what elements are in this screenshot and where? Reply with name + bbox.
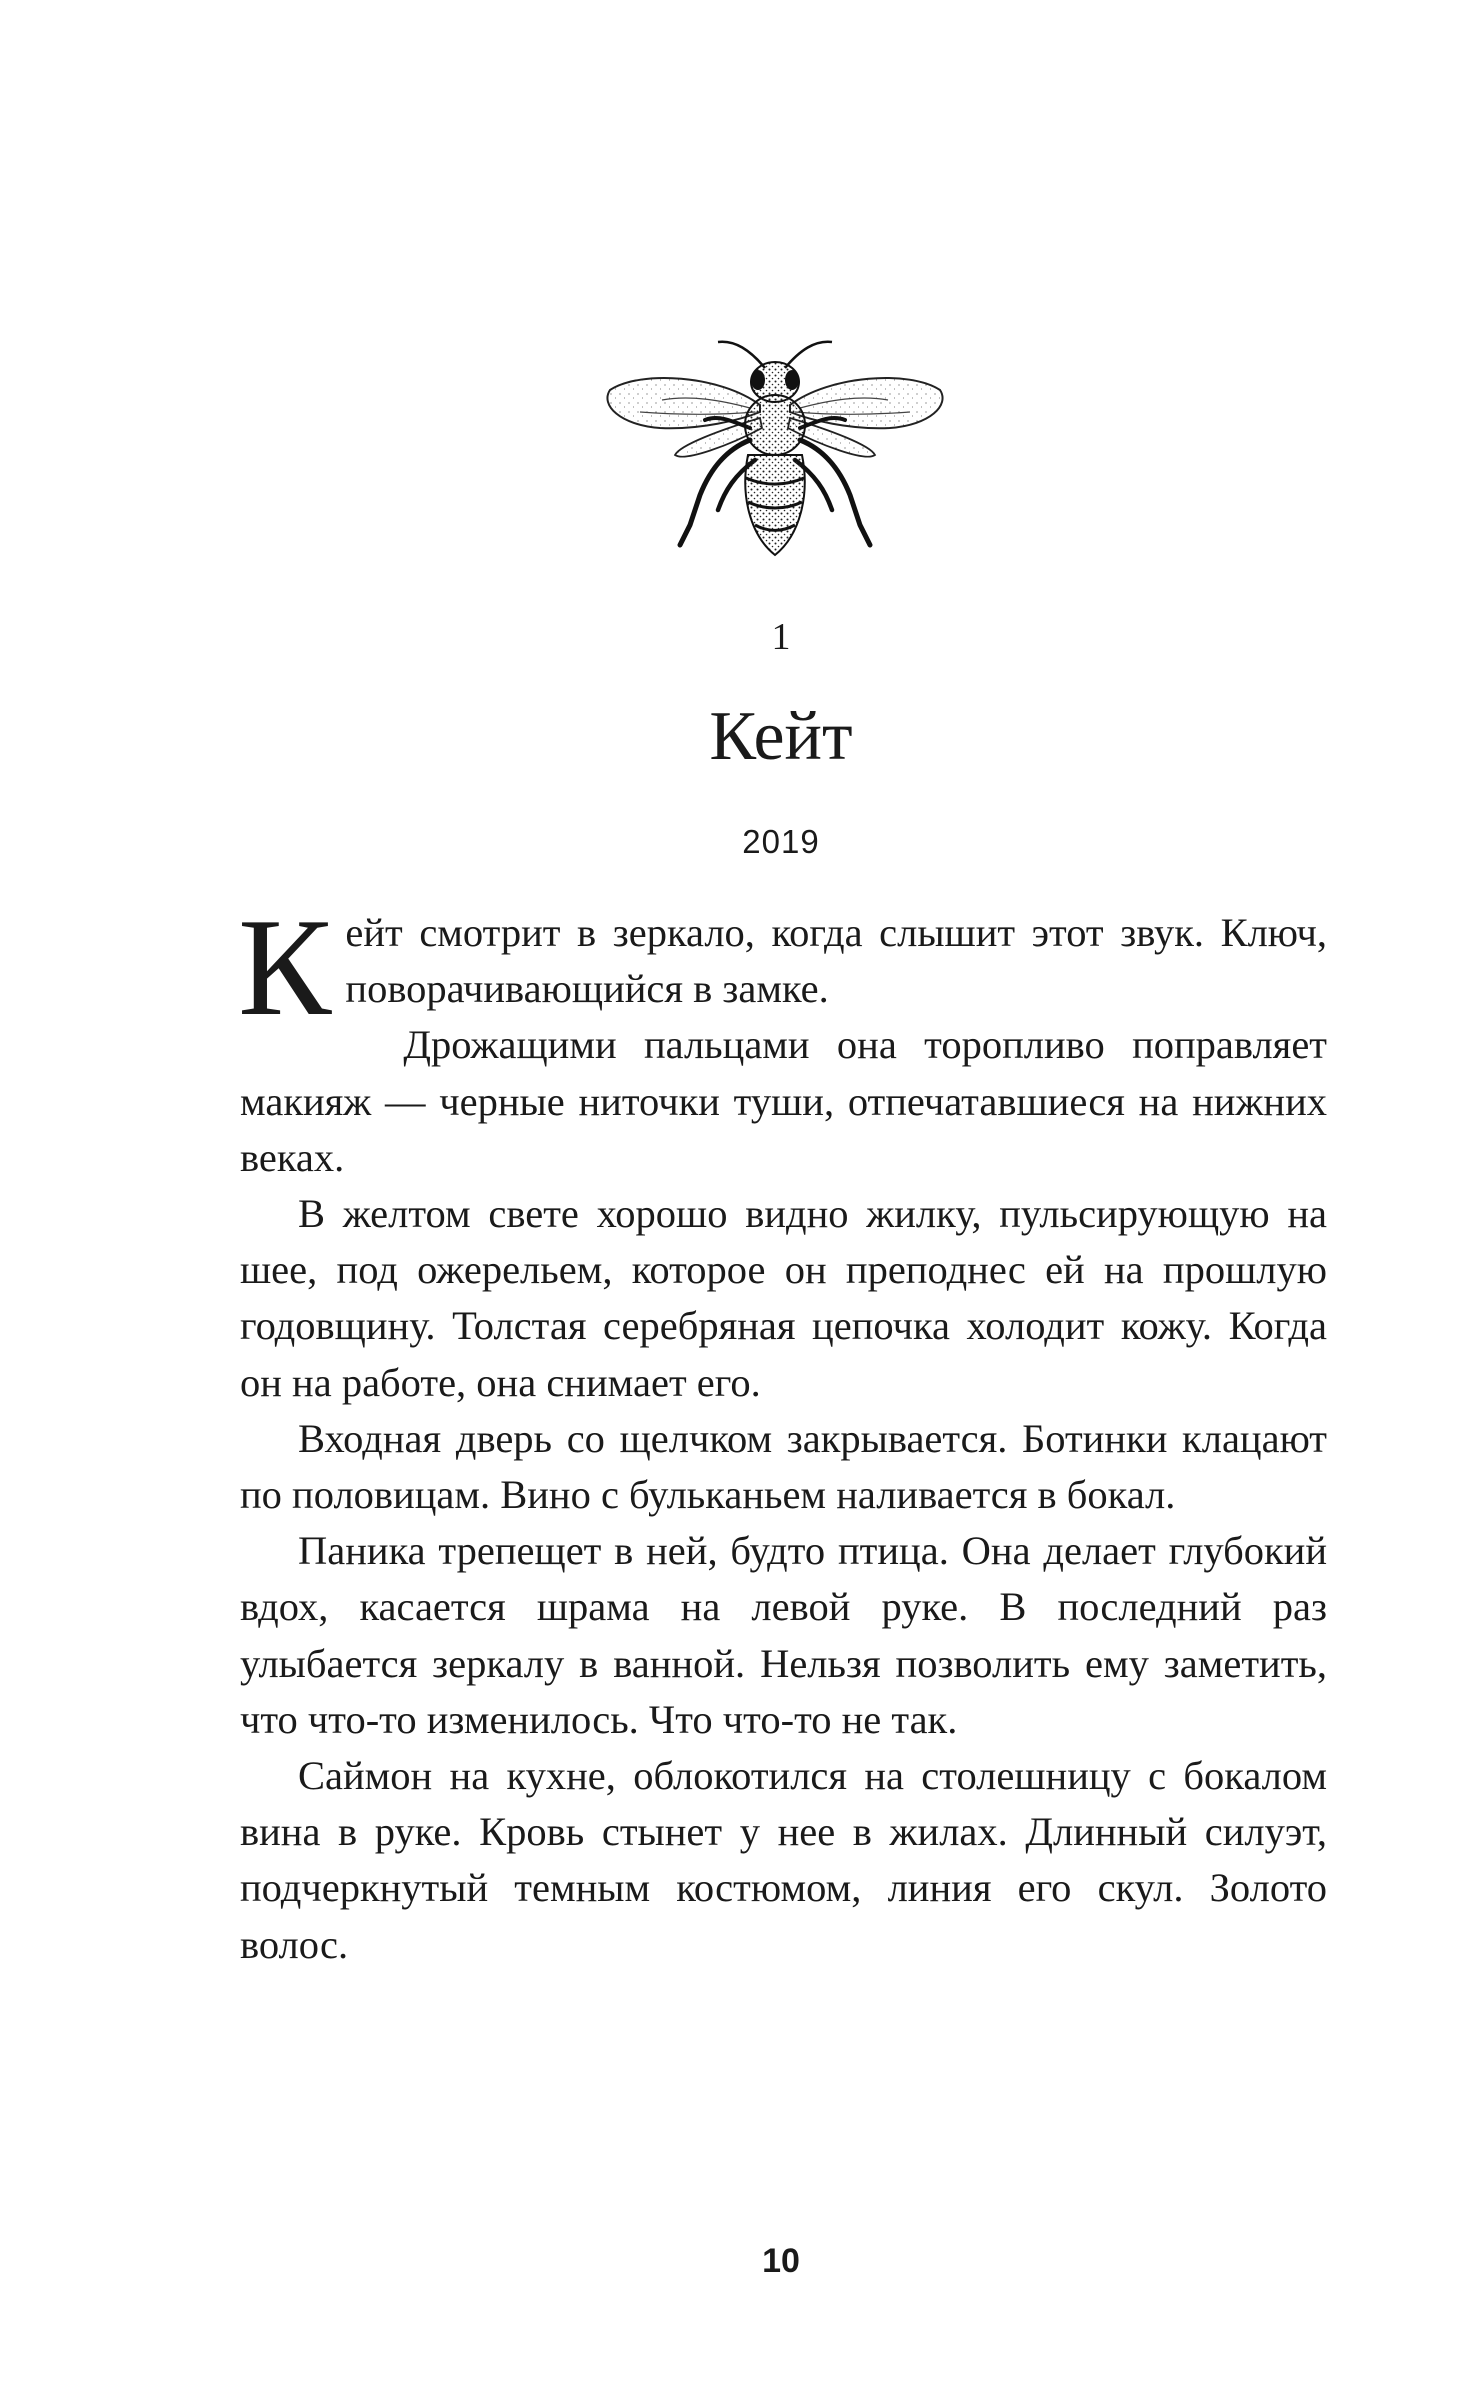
paragraph-4: Входная дверь со щелчком закрывается. Ботинки клацают по половицам. Вино с бульканьем наливается в бокал. [240,1415,1327,1518]
chapter-number: 1 [771,616,791,658]
paragraph-2: Дрожащими пальцами она торопливо поправляет макияж — черные ниточки туши, отпечатавшиеся на нижних веках. [240,1022,1327,1180]
drop-cap: К [238,890,332,1045]
paragraph-5: Паника трепещет в ней, будто птица. Она делает глубокий вдох, касается шрама на левой руке. В последний раз улыбается зеркалу в ванной. Нельзя позволить ему заметить, что что-то изменилось. Что что-то не так. [240,1528,1327,1742]
bee-icon [600,320,950,580]
paragraph-1 [238,890,1327,1045]
chapter-title: Кейт [709,698,853,775]
chapter-year: 2019 [742,823,820,860]
paragraph-1-text: ейт смотрит в зеркало, когда слышит этот звук. Ключ, поворачивающийся в замке. [345,910,1327,1012]
chapter-text [238,890,1327,1973]
paragraph-6: Саймон на кухне, облокотился на столешницу с бокалом вина в руке. Кровь стынет у нее в жилах. Длинный силуэт, подчеркнутый темным костюмом, линия его скул. Золото волос. [240,1753,1327,1967]
page-number: 10 [762,2242,800,2280]
paragraph-3: В желтом свете хорошо видно жилку, пульсирующую на шее, под ожерельем, которое он преподнес ей на прошлую годовщину. Толстая серебряная цепочка холодит кожу. Когда он на работе, она снимает его. [240,1191,1327,1405]
